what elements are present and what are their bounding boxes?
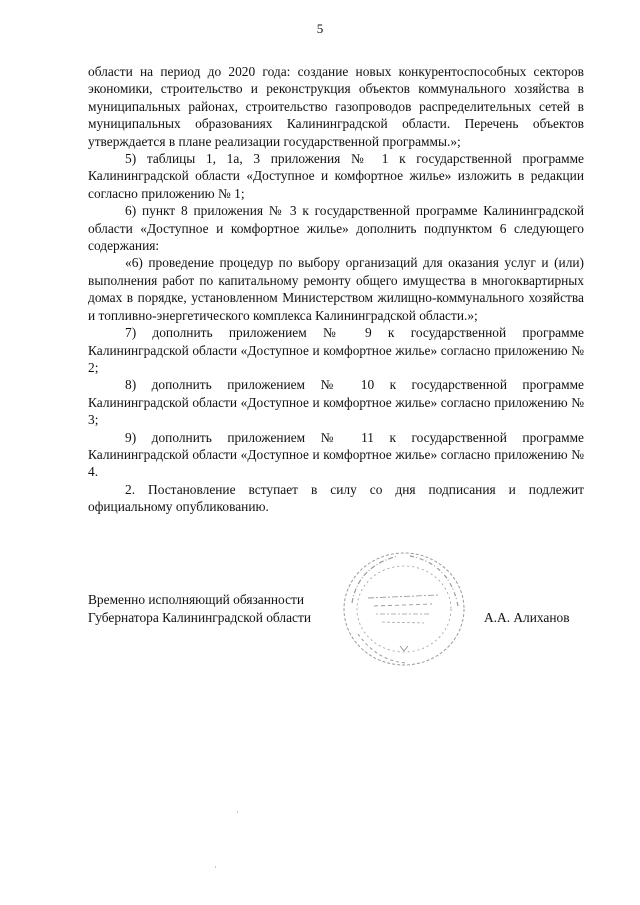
paragraph-quote: «6) проведение процедур по выбору организаций для оказания услуг и (или) выполнения работ по капитальному ремонту общего имущества в многоквартирных домах в порядке, установленном Министерством жилищно-коммунального хозяйства и топливно-энергетического комплекса Калининградской области.»;	[88, 255, 584, 323]
paragraph-continuation: области на период до 2020 года: создание новых конкурентоспособных секторов экономики, строительство и реконструкция объектов коммунального хозяйства в муниципальных районах, строительство газопроводов распределительных сетей в муниципальных образованиях Калининградской области. Перечень объектов утверждается в плане реализации государственной программы.»;	[88, 64, 584, 149]
paragraph-item-6: 6) пункт 8 приложения № 3 к государственной программе Калининградской области «Доступное и комфортное жилье» дополнить подпунктом 6 следующего содержания:	[88, 203, 584, 254]
scan-speck	[237, 811, 238, 813]
paragraph-item-5: 5) таблицы 1, 1а, 3 приложения № 1 к государственной программе Калининградской области «Доступное и комфортное жилье» изложить в редакции согласно приложению № 1;	[88, 151, 584, 201]
signatory-position	[88, 591, 311, 626]
paragraph-clause-2: 2. Постановление вступает в силу со дня подписания и подлежит официальному опубликованию.	[88, 481, 584, 515]
document-body	[88, 63, 584, 516]
seal-stamp-icon	[338, 548, 470, 670]
page-number: 5	[316, 21, 324, 36]
signatory-position-line2: Губернатора Калининградской области	[88, 609, 311, 625]
paragraph-item-9: 9) дополнить приложением № 11 к государственной программе Калининградской области «Доступное и комфортное жилье» согласно приложению № 4.	[88, 429, 584, 480]
signatory-name: А.А. Алиханов	[484, 610, 570, 625]
signatory-position-line1: Временно исполняющий обязанности	[88, 592, 305, 607]
paragraph-item-7: 7) дополнить приложением № 9 к государственной программе Калининградской области «Доступное и комфортное жилье» согласно приложению № 2;	[88, 325, 584, 375]
scan-speck	[215, 866, 216, 868]
paragraph-item-8: 8) дополнить приложением № 10 к государственной программе Калининградской области «Доступное и комфортное жилье» согласно приложению № 3;	[88, 377, 584, 428]
